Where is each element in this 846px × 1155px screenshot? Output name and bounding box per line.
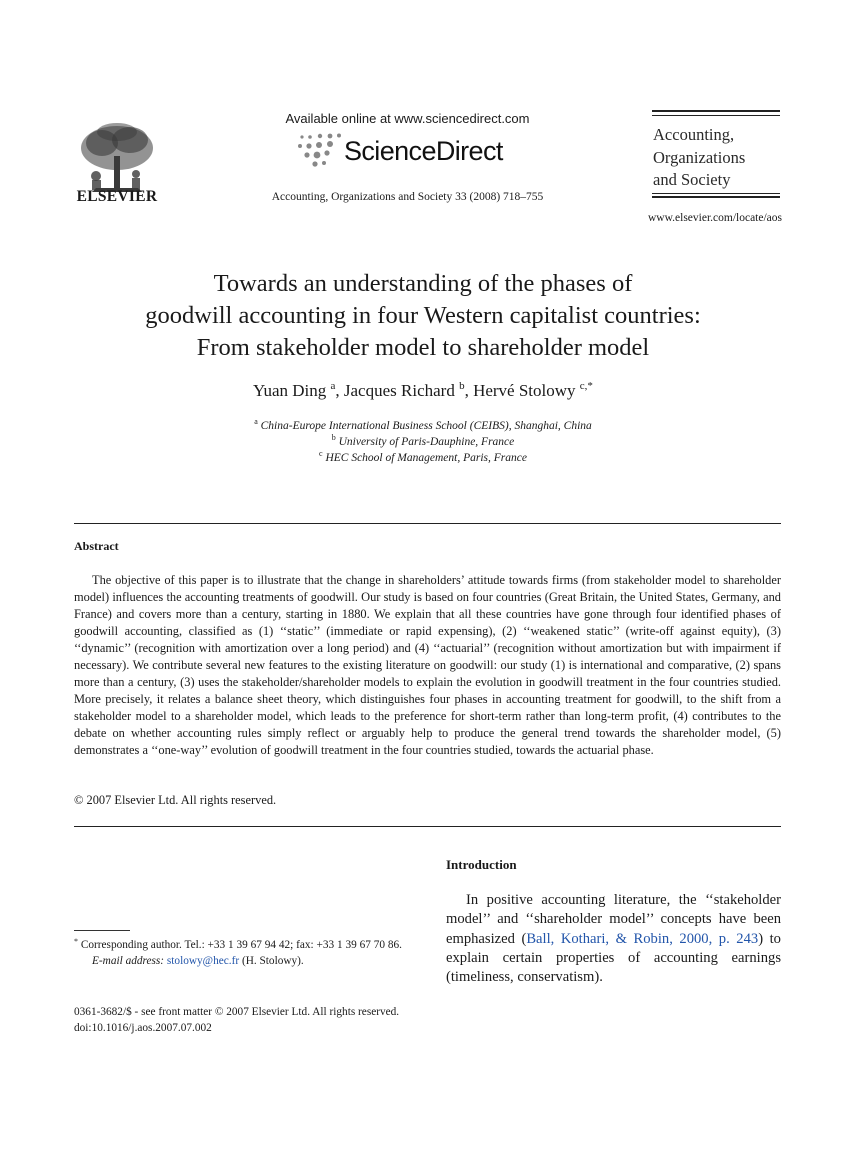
- email-label: E-mail address:: [92, 954, 165, 967]
- author-affiliation-marker[interactable]: c,*: [579, 380, 593, 392]
- footnote-marker: *: [74, 937, 78, 946]
- author-name: Hervé Stolowy: [473, 381, 576, 400]
- email-owner: (H. Stolowy).: [241, 954, 304, 967]
- journal-name-line: and Society: [653, 170, 731, 189]
- footnote-corresponding: Corresponding author. Tel.: +33 1 39 67 94 42; fax: +33 1 39 67 70 86.: [80, 939, 402, 951]
- journal-url-link[interactable]: www.elsevier.com/locate/aos: [647, 212, 782, 224]
- abstract-top-rule: [74, 523, 781, 524]
- journal-box-rule: [652, 115, 780, 116]
- journal-box-rule: [652, 110, 780, 112]
- affiliation-list: [60, 418, 786, 466]
- journal-box-rule: [652, 193, 780, 194]
- sciencedirect-dots-icon: [296, 133, 342, 169]
- title-line: Towards an understanding of the phases of: [213, 270, 633, 297]
- journal-citation: Accounting, Organizations and Society 33 (2008) 718–755: [271, 191, 544, 203]
- affiliation-text: China-Europe International Business School (CEIBS), Shanghai, China: [260, 420, 592, 432]
- abstract-body: The objective of this paper is to illustrate that the change in shareholders’ attitude towards firms (from stakeholder model to shareholder model) influences the accounting treatments of goodwill. Our study is based on four countries (Great Britain, the United States, Germany, and France) and covers more than a century, starting in 1880. We explain that all these countries have gone through four identified phases of goodwill accounting, classified as (1) ‘‘static’’ (immediate or rapid expensing), (2) ‘‘weakened static’’ (write-off against equity), (3) ‘‘dynamic’’ (recognition with amortization over a long period) and (4) ‘‘actuarial’’ (recognition without amortization but with impairment if necessary). We contribute several new features to the existing literature on goodwill: our study (1) is international and comparative, (2) spans more than a century, (3) uses the stakeholder/shareholder models to explain the evolution in goodwill treatment in the four countries studied. More precisely, it relates a balance sheet theory, which distinguishes four phases in accounting treatment for goodwill, to the shift from a stakeholder model to a shareholder model, which leads to the preference for short-term rather than long-term profit, (4) contributes to the debate on whether accounting rules simply reflect or arguably help to produce the general trend towards the shareholder model, (5) demonstrates a ‘‘one-way’’ evolution of goodwill treatment in the four countries studied, towards the actuarial phase.: [74, 573, 781, 757]
- affiliation-item: [60, 434, 786, 450]
- footnote-rule: [74, 930, 130, 931]
- doi-line[interactable]: doi:10.1016/j.aos.2007.07.002: [74, 1021, 212, 1034]
- abstract-bottom-rule: [74, 826, 781, 827]
- affiliation-marker: a: [254, 417, 258, 426]
- journal-name: [653, 124, 783, 192]
- author-affiliation-marker[interactable]: a: [330, 380, 336, 392]
- affiliation-text: HEC School of Management, Paris, France: [325, 452, 527, 464]
- available-online-text[interactable]: Available online at www.sciencedirect.com: [285, 111, 530, 126]
- title-line: goodwill accounting in four Western capitalist countries:: [145, 302, 701, 329]
- affiliation-marker: c: [319, 449, 323, 458]
- abstract-heading: Abstract: [74, 539, 119, 553]
- email-link[interactable]: stolowy@hec.fr: [166, 954, 240, 967]
- footnote-line: [74, 938, 414, 954]
- author-name: Jacques Richard: [343, 381, 455, 400]
- affiliation-item: [60, 418, 786, 434]
- journal-name-line: Organizations: [653, 147, 746, 167]
- author-name: Yuan Ding: [253, 381, 327, 400]
- introduction-paragraph: [446, 891, 781, 987]
- introduction-heading: Introduction: [446, 857, 517, 872]
- issn-line: 0361-3682/$ - see front matter © 2007 Elsevier Ltd. All rights reserved.: [74, 1006, 400, 1018]
- footnote-email-line: [74, 954, 414, 970]
- affiliation-text: University of Paris-Dauphine, France: [338, 436, 515, 448]
- reference-link[interactable]: Ball, Kothari, & Robin, 2000, p. 243: [526, 930, 759, 947]
- front-matter: [74, 1005, 399, 1036]
- sciencedirect-wordmark: ScienceDirect: [344, 136, 503, 166]
- journal-box-rule: [652, 196, 780, 198]
- author-affiliation-marker[interactable]: b: [459, 380, 465, 392]
- intro-text-segment: ) to explain certain properties of accounting earnings (timeliness, conservatism).: [446, 930, 781, 986]
- corresponding-author-footnote: [74, 938, 414, 969]
- intro-text-segment: In positive accounting literature, the ‘‘stakeholder model’’ and ‘‘shareholder model’’ concepts have been emphasized (: [446, 892, 781, 947]
- title-line: From stakeholder model to shareholder model: [196, 334, 650, 361]
- author-list: Yuan Ding $^a$, Jacques Richard $^b$, Hervé Stolowy $^{c,*}$: [253, 380, 593, 400]
- affiliation-item: [60, 450, 786, 466]
- affiliation-marker: b: [331, 433, 336, 442]
- paper-title: [60, 268, 786, 364]
- journal-name-line: Accounting,: [653, 125, 735, 144]
- abstract-copyright: © 2007 Elsevier Ltd. All rights reserved.: [74, 793, 277, 807]
- publisher-wordmark: ELSEVIER: [76, 188, 158, 205]
